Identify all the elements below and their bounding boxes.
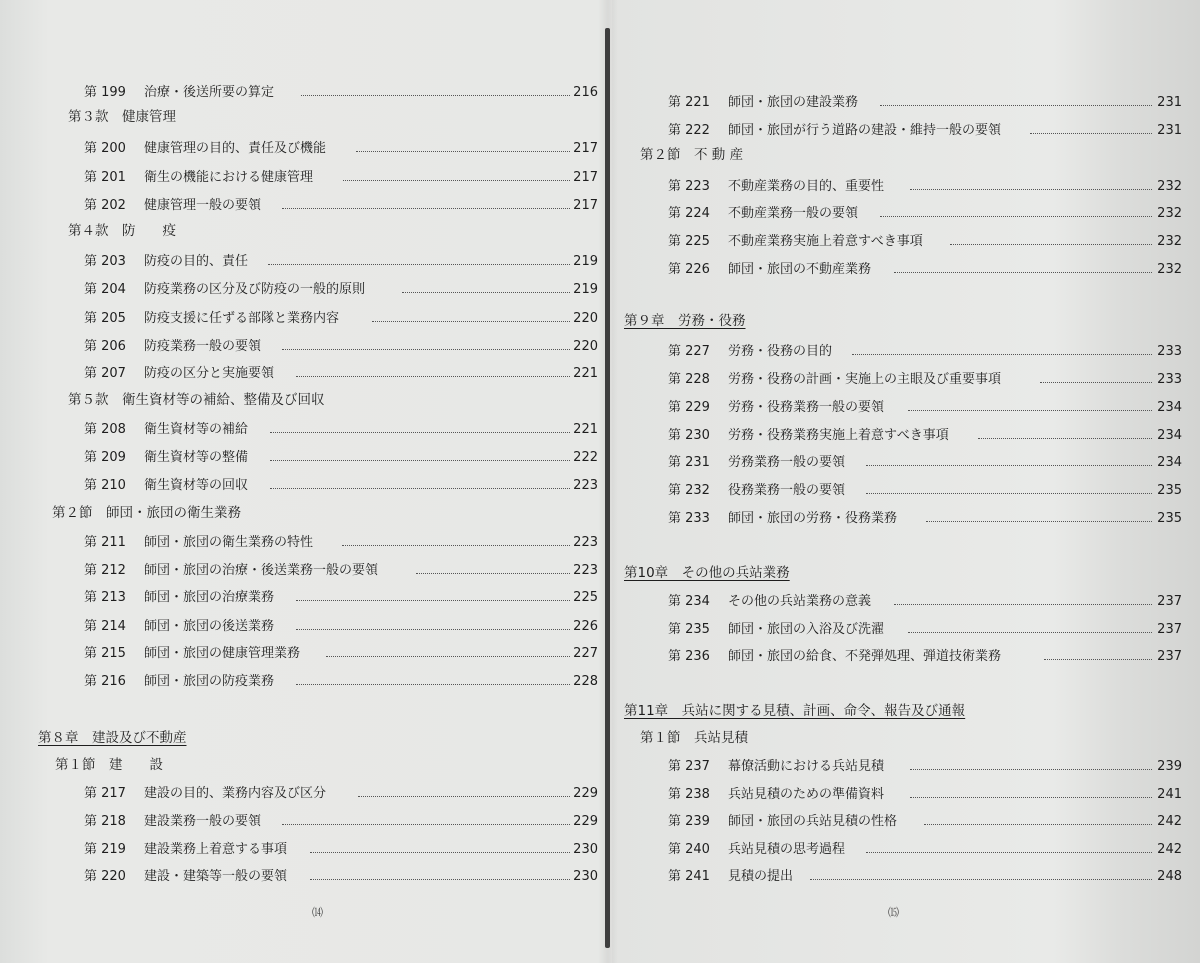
entry-number: 第 239 xyxy=(668,814,710,829)
dot-leader xyxy=(880,92,1152,106)
dot-leader xyxy=(908,397,1152,411)
dot-leader xyxy=(301,82,570,96)
dot-leader xyxy=(402,279,570,293)
dot-leader xyxy=(296,671,570,685)
entry-title: 労務・役務の計画・実施上の主眼及び重要事項 xyxy=(728,372,1002,387)
dot-leader xyxy=(910,756,1152,770)
entry-page-number: 235 xyxy=(1157,483,1182,498)
entry-number: 第 224 xyxy=(668,206,710,221)
entry-title: 労務・役務業務実施上着意すべき事項 xyxy=(728,428,949,443)
entry-title: 防疫の目的、責任 xyxy=(144,254,249,269)
toc-entry xyxy=(612,369,1200,391)
entry-page-number: 242 xyxy=(1157,842,1182,857)
section-title: 第２節 師団・旅団の衛生業務 xyxy=(52,505,241,521)
entry-page-number: 219 xyxy=(573,282,598,297)
entry-number: 第 203 xyxy=(84,254,126,269)
entry-page-number: 216 xyxy=(573,85,598,100)
toc-entry xyxy=(0,866,612,888)
section-heading xyxy=(0,754,612,776)
entry-page-number: 239 xyxy=(1157,759,1182,774)
entry-number: 第 221 xyxy=(668,95,710,110)
dot-leader xyxy=(296,363,570,377)
entry-title: 建設・建築等一般の要領 xyxy=(144,869,288,884)
toc-entry xyxy=(0,447,612,469)
toc-entry xyxy=(0,195,612,217)
toc-entry xyxy=(612,619,1200,641)
toc-entry xyxy=(0,251,612,273)
entry-title: 治療・後送所要の算定 xyxy=(144,85,275,100)
dot-leader xyxy=(910,176,1152,190)
entry-number: 第 223 xyxy=(668,179,710,194)
toc-entry xyxy=(0,82,612,104)
dot-leader xyxy=(296,616,570,630)
dot-leader xyxy=(1030,120,1152,134)
page-folio-left: ⒁ xyxy=(312,906,323,919)
entry-number: 第 218 xyxy=(84,814,126,829)
entry-number: 第 236 xyxy=(668,649,710,664)
dot-leader xyxy=(1040,369,1152,383)
section-title: 第４款 防 疫 xyxy=(68,223,176,239)
dot-leader xyxy=(894,591,1152,605)
dot-leader xyxy=(894,259,1152,273)
entry-number: 第 225 xyxy=(668,234,710,249)
toc-entry xyxy=(0,560,612,582)
toc-entry xyxy=(0,643,612,665)
entry-page-number: 219 xyxy=(573,254,598,269)
entry-number: 第 238 xyxy=(668,787,710,802)
toc-entry xyxy=(0,783,612,805)
entry-title: 師団・旅団の労務・役務業務 xyxy=(728,511,898,526)
toc-entry xyxy=(612,866,1200,888)
dot-leader xyxy=(880,203,1152,217)
section-heading xyxy=(612,144,1200,166)
toc-entry xyxy=(0,811,612,833)
entry-number: 第 210 xyxy=(84,478,126,493)
section-title: 第１節 建 設 xyxy=(55,757,163,773)
entry-number: 第 200 xyxy=(84,141,126,156)
dot-leader xyxy=(270,447,570,461)
entry-title: 衛生資材等の整備 xyxy=(144,450,249,465)
entry-title: 兵站見積のための準備資料 xyxy=(728,787,885,802)
entry-page-number: 234 xyxy=(1157,400,1182,415)
dot-leader xyxy=(310,839,570,853)
entry-number: 第 201 xyxy=(84,170,126,185)
dot-leader xyxy=(810,866,1152,880)
toc-entry xyxy=(0,839,612,861)
entry-title: 衛生の機能における健康管理 xyxy=(144,170,314,185)
entry-page-number: 232 xyxy=(1157,262,1182,277)
toc-entry xyxy=(0,336,612,358)
entry-page-number: 223 xyxy=(573,478,598,493)
entry-page-number: 235 xyxy=(1157,511,1182,526)
dot-leader xyxy=(866,480,1152,494)
entry-title: 建設業務上着意する事項 xyxy=(144,842,288,857)
toc-entry xyxy=(0,671,612,693)
entry-page-number: 228 xyxy=(573,674,598,689)
entry-number: 第 229 xyxy=(668,400,710,415)
entry-title: 防疫の区分と実施要領 xyxy=(144,366,275,381)
entry-number: 第 226 xyxy=(668,262,710,277)
section-heading xyxy=(0,220,612,242)
entry-title: 衛生資材等の補給 xyxy=(144,422,249,437)
toc-entry xyxy=(612,120,1200,142)
entry-page-number: 225 xyxy=(573,590,598,605)
chapter-title: 第９章 労務・役務 xyxy=(624,313,746,329)
entry-title: 師団・旅団の治療業務 xyxy=(144,590,275,605)
section-title: 第１節 兵站見積 xyxy=(640,730,748,746)
entry-page-number: 237 xyxy=(1157,649,1182,664)
entry-page-number: 220 xyxy=(573,339,598,354)
dot-leader xyxy=(356,138,570,152)
entry-number: 第 240 xyxy=(668,842,710,857)
dot-leader xyxy=(910,784,1152,798)
chapter-heading xyxy=(612,310,1200,332)
toc-entry xyxy=(612,839,1200,861)
entry-title: 師団・旅団の入浴及び洗濯 xyxy=(728,622,885,637)
section-heading xyxy=(612,727,1200,749)
entry-number: 第 231 xyxy=(668,455,710,470)
entry-number: 第 235 xyxy=(668,622,710,637)
toc-entry xyxy=(0,167,612,189)
chapter-heading xyxy=(612,562,1200,584)
toc-entry xyxy=(612,231,1200,253)
entry-title: 見積の提出 xyxy=(728,869,794,884)
dot-leader xyxy=(342,532,570,546)
entry-page-number: 229 xyxy=(573,814,598,829)
toc-entry xyxy=(612,508,1200,530)
entry-page-number: 234 xyxy=(1157,428,1182,443)
chapter-title: 第８章 建設及び不動産 xyxy=(38,730,187,746)
entry-title: 師団・旅団の不動産業務 xyxy=(728,262,872,277)
toc-list-right xyxy=(612,0,1200,963)
entry-title: 建設業務一般の要領 xyxy=(144,814,262,829)
section-title: 第５款 衛生資材等の補給、整備及び回収 xyxy=(68,392,325,408)
entry-page-number: 230 xyxy=(573,869,598,884)
dot-leader xyxy=(372,308,570,322)
entry-number: 第 219 xyxy=(84,842,126,857)
toc-entry xyxy=(0,475,612,497)
entry-title: 衛生資材等の回収 xyxy=(144,478,249,493)
entry-number: 第 199 xyxy=(84,85,126,100)
entry-number: 第 214 xyxy=(84,619,126,634)
toc-entry xyxy=(0,616,612,638)
section-heading xyxy=(0,106,612,128)
dot-leader xyxy=(866,452,1152,466)
entry-number: 第 205 xyxy=(84,311,126,326)
entry-title: 師団・旅団の治療・後送業務一般の要領 xyxy=(144,563,379,578)
chapter-heading xyxy=(0,727,612,749)
chapter-title: 第11章 兵站に関する見積、計画、命令、報告及び通報 xyxy=(624,703,966,719)
toc-entry xyxy=(0,587,612,609)
toc-entry xyxy=(612,203,1200,225)
section-title: 第３款 健康管理 xyxy=(68,109,176,125)
entry-number: 第 216 xyxy=(84,674,126,689)
toc-entry xyxy=(612,756,1200,778)
entry-page-number: 217 xyxy=(573,170,598,185)
entry-page-number: 241 xyxy=(1157,787,1182,802)
entry-page-number: 223 xyxy=(573,535,598,550)
toc-entry xyxy=(612,811,1200,833)
dot-leader xyxy=(270,475,570,489)
toc-entry xyxy=(612,341,1200,363)
entry-page-number: 242 xyxy=(1157,814,1182,829)
entry-page-number: 222 xyxy=(573,450,598,465)
right-page xyxy=(612,0,1200,963)
dot-leader xyxy=(950,231,1152,245)
entry-title: 不動産業務一般の要領 xyxy=(728,206,859,221)
entry-title: 師団・旅団の防疫業務 xyxy=(144,674,275,689)
entry-number: 第 232 xyxy=(668,483,710,498)
entry-number: 第 208 xyxy=(84,422,126,437)
toc-entry xyxy=(612,259,1200,281)
book-gutter xyxy=(605,28,610,948)
entry-title: 不動産業務実施上着意すべき事項 xyxy=(728,234,923,249)
dot-leader xyxy=(296,587,570,601)
entry-page-number: 234 xyxy=(1157,455,1182,470)
entry-number: 第 234 xyxy=(668,594,710,609)
entry-number: 第 233 xyxy=(668,511,710,526)
entry-number: 第 213 xyxy=(84,590,126,605)
entry-page-number: 231 xyxy=(1157,95,1182,110)
entry-title: 健康管理一般の要領 xyxy=(144,198,262,213)
dot-leader xyxy=(852,341,1152,355)
entry-title: 師団・旅団の後送業務 xyxy=(144,619,275,634)
chapter-title: 第10章 その他の兵站業務 xyxy=(624,565,790,581)
toc-entry xyxy=(612,591,1200,613)
entry-page-number: 233 xyxy=(1157,344,1182,359)
entry-title: 労務・役務業務一般の要領 xyxy=(728,400,885,415)
entry-page-number: 217 xyxy=(573,141,598,156)
dot-leader xyxy=(310,866,570,880)
dot-leader xyxy=(866,839,1152,853)
dot-leader xyxy=(343,167,570,181)
entry-title: 師団・旅団の給食、不発弾処理、弾道技術業務 xyxy=(728,649,1002,664)
toc-entry xyxy=(612,397,1200,419)
dot-leader xyxy=(924,811,1152,825)
toc-entry xyxy=(612,425,1200,447)
entry-page-number: 220 xyxy=(573,311,598,326)
entry-page-number: 232 xyxy=(1157,179,1182,194)
entry-page-number: 226 xyxy=(573,619,598,634)
entry-number: 第 228 xyxy=(668,372,710,387)
dot-leader xyxy=(268,251,570,265)
page-folio-right: ⒂ xyxy=(888,906,899,919)
entry-title: 不動産業務の目的、重要性 xyxy=(728,179,885,194)
entry-page-number: 221 xyxy=(573,366,598,381)
entry-title: 師団・旅団の健康管理業務 xyxy=(144,646,301,661)
entry-title: 兵站見積の思考過程 xyxy=(728,842,846,857)
toc-entry xyxy=(0,419,612,441)
entry-title: 防疫業務一般の要領 xyxy=(144,339,262,354)
toc-entry xyxy=(612,176,1200,198)
entry-number: 第 230 xyxy=(668,428,710,443)
entry-page-number: 248 xyxy=(1157,869,1182,884)
entry-page-number: 229 xyxy=(573,786,598,801)
dot-leader xyxy=(1044,646,1152,660)
entry-page-number: 232 xyxy=(1157,206,1182,221)
entry-page-number: 230 xyxy=(573,842,598,857)
toc-entry xyxy=(612,646,1200,668)
dot-leader xyxy=(270,419,570,433)
entry-title: 建設の目的、業務内容及び区分 xyxy=(144,786,327,801)
toc-entry xyxy=(0,279,612,301)
entry-page-number: 223 xyxy=(573,563,598,578)
toc-entry xyxy=(612,452,1200,474)
toc-entry xyxy=(0,308,612,330)
entry-page-number: 237 xyxy=(1157,594,1182,609)
entry-title: 防疫支援に任ずる部隊と業務内容 xyxy=(144,311,340,326)
entry-number: 第 217 xyxy=(84,786,126,801)
entry-title: 幕僚活動における兵站見積 xyxy=(728,759,885,774)
section-heading xyxy=(0,502,612,524)
entry-number: 第 220 xyxy=(84,869,126,884)
entry-page-number: 237 xyxy=(1157,622,1182,637)
toc-entry xyxy=(0,532,612,554)
entry-title: 師団・旅団の建設業務 xyxy=(728,95,859,110)
entry-title: その他の兵站業務の意義 xyxy=(728,594,872,609)
entry-number: 第 202 xyxy=(84,198,126,213)
entry-page-number: 227 xyxy=(573,646,598,661)
entry-number: 第 211 xyxy=(84,535,126,550)
entry-title: 師団・旅団の衛生業務の特性 xyxy=(144,535,314,550)
entry-number: 第 204 xyxy=(84,282,126,297)
entry-number: 第 207 xyxy=(84,366,126,381)
toc-entry xyxy=(612,92,1200,114)
chapter-heading xyxy=(612,700,1200,722)
entry-title: 師団・旅団が行う道路の建設・維持一般の要領 xyxy=(728,123,1002,138)
toc-entry xyxy=(612,480,1200,502)
entry-page-number: 221 xyxy=(573,422,598,437)
entry-page-number: 231 xyxy=(1157,123,1182,138)
entry-title: 健康管理の目的、責任及び機能 xyxy=(144,141,327,156)
dot-leader xyxy=(416,560,570,574)
toc-entry xyxy=(0,363,612,385)
entry-title: 役務業務一般の要領 xyxy=(728,483,846,498)
dot-leader xyxy=(926,508,1152,522)
dot-leader xyxy=(326,643,570,657)
dot-leader xyxy=(282,336,570,350)
entry-number: 第 206 xyxy=(84,339,126,354)
toc-entry xyxy=(612,784,1200,806)
entry-title: 師団・旅団の兵站見積の性格 xyxy=(728,814,898,829)
entry-number: 第 209 xyxy=(84,450,126,465)
dot-leader xyxy=(908,619,1152,633)
entry-number: 第 212 xyxy=(84,563,126,578)
entry-number: 第 241 xyxy=(668,869,710,884)
section-heading xyxy=(0,389,612,411)
entry-title: 労務業務一般の要領 xyxy=(728,455,846,470)
toc-entry xyxy=(0,138,612,160)
section-title: 第２節 不 動 産 xyxy=(640,147,744,163)
dot-leader xyxy=(358,783,570,797)
entry-page-number: 233 xyxy=(1157,372,1182,387)
entry-number: 第 215 xyxy=(84,646,126,661)
dot-leader xyxy=(282,195,570,209)
entry-number: 第 227 xyxy=(668,344,710,359)
entry-number: 第 222 xyxy=(668,123,710,138)
entry-title: 防疫業務の区分及び防疫の一般的原則 xyxy=(144,282,366,297)
entry-title: 労務・役務の目的 xyxy=(728,344,833,359)
dot-leader xyxy=(978,425,1152,439)
dot-leader xyxy=(282,811,570,825)
entry-page-number: 217 xyxy=(573,198,598,213)
entry-page-number: 232 xyxy=(1157,234,1182,249)
entry-number: 第 237 xyxy=(668,759,710,774)
